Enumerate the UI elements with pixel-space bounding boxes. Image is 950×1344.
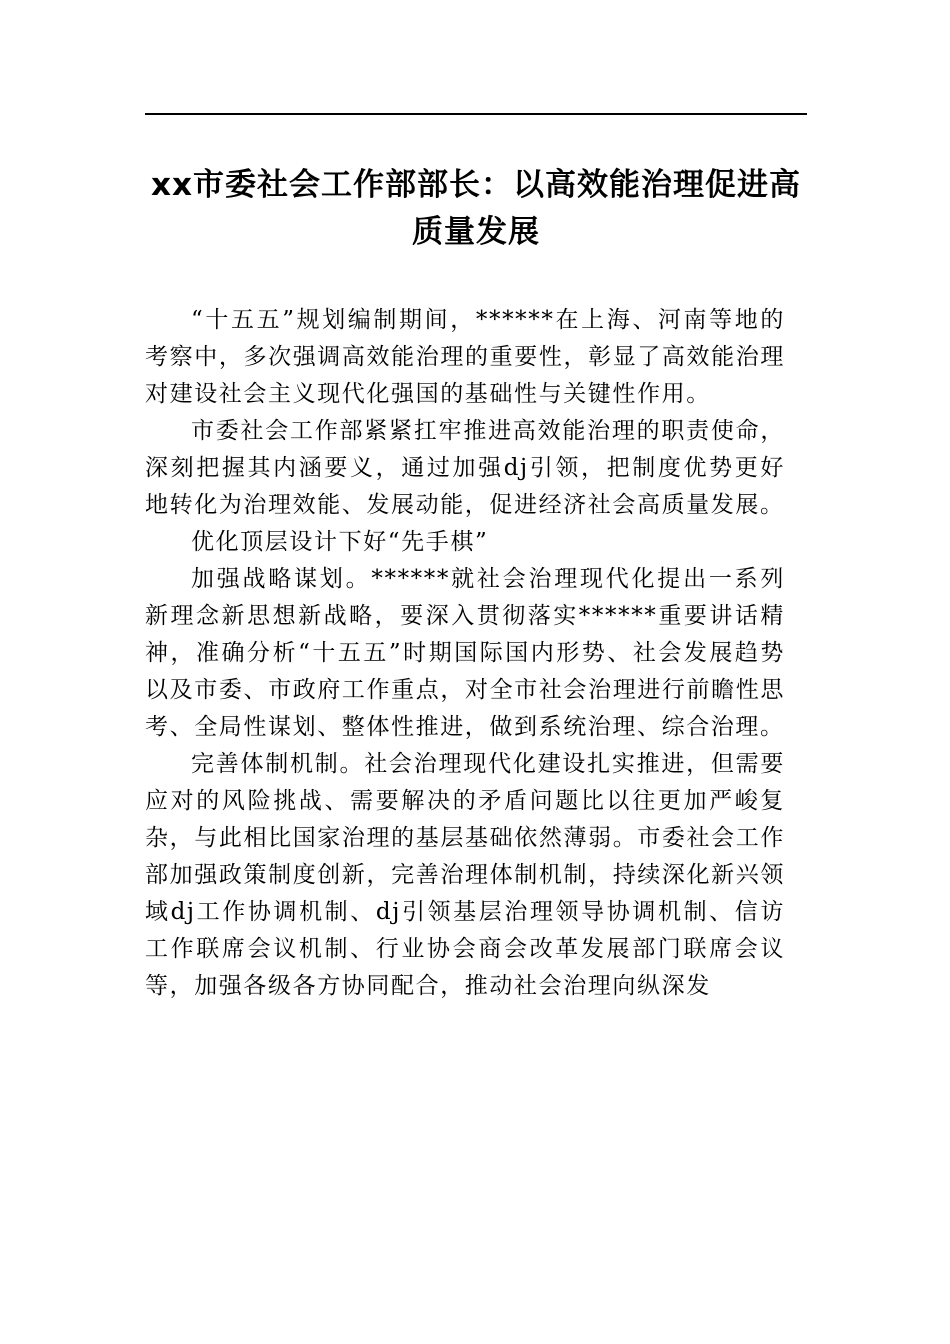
section-heading: 优化顶层设计下好“先手棋”	[191, 529, 489, 555]
document-body	[145, 302, 785, 1005]
document-title: xx市委社会工作部部长：以高效能治理促进高质量发展	[151, 167, 801, 250]
header-rule	[145, 113, 807, 115]
paragraph-intro: “十五五”规划编制期间，******在上海、河南等地的考察中，多次强调高效能治理的重要性，彰显了高效能治理对建设社会主义现代化强国的基础性与关键性作用。	[145, 307, 785, 407]
paragraph-mechanisms: 完善体制机制。社会治理现代化建设扎实推进，但需要应对的风险挑战、需要解决的矛盾问题比以往更加严峻复杂，与此相比国家治理的基层基础依然薄弱。市委社会工作部加强政策制度创新，完善治理体制机制，持续深化新兴领域dj工作协调机制、dj引领基层治理领导协调机制、信访工作联席会议机制、行业协会商会改革发展部门联席会议等，加强各级各方协同配合，推动社会治理向纵深发	[145, 751, 785, 999]
paragraph-mission: 市委社会工作部紧紧扛牢推进高效能治理的职责使命，深刻把握其内涵要义，通过加强dj引领，把制度优势更好地转化为治理效能、发展动能，促进经济社会高质量发展。	[145, 418, 785, 518]
paragraph-strategy: 加强战略谋划。******就社会治理现代化提出一系列新理念新思想新战略，要深入贯彻落实******重要讲话精神，准确分析“十五五”时期国际国内形势、社会发展趋势以及市委、市政府工作重点，对全市社会治理进行前瞻性思考、全局性谋划、整体性推进，做到系统治理、综合治理。	[145, 566, 785, 740]
